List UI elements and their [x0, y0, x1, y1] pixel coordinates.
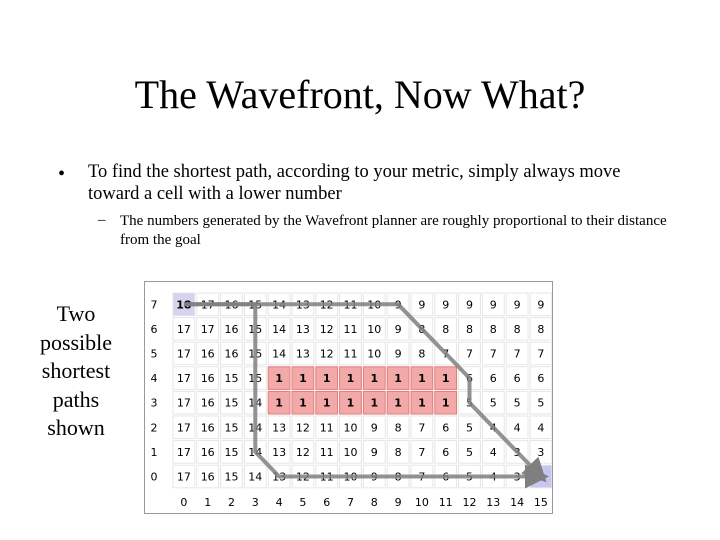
grid-cell-value: 17 — [176, 322, 191, 336]
grid-cell-value: 1 — [346, 372, 355, 386]
grid-cell-value: 5 — [466, 396, 473, 410]
grid-cell-value: 15 — [248, 298, 263, 312]
grid-cell-value: 1 — [275, 396, 283, 410]
grid-cell-value: 3 — [537, 445, 545, 459]
grid-cell-value: 7 — [418, 421, 426, 435]
grid-cell-value: 9 — [537, 298, 545, 312]
grid-cell-value: 5 — [466, 445, 473, 459]
row-label: 3 — [150, 396, 158, 410]
grid-cell-value: 13 — [272, 445, 287, 459]
grid-cell-value: 12 — [319, 347, 334, 361]
grid-cell-value: 17 — [176, 421, 191, 435]
grid-cell-value: 13 — [295, 322, 310, 336]
grid-cell-value: 11 — [319, 421, 334, 435]
grid-cell-value: 5 — [466, 470, 473, 484]
grid-cell-value: 17 — [176, 445, 191, 459]
grid-cell-value: 1 — [370, 396, 379, 410]
grid-cell-value: 3 — [513, 470, 521, 484]
grid-cell-value: 1 — [394, 372, 402, 386]
grid-cell-value: 17 — [200, 298, 215, 312]
grid-cell-value: 4 — [489, 445, 497, 459]
grid-cell-value: 16 — [200, 445, 215, 459]
grid-cell-value: 11 — [343, 298, 358, 312]
wavefront-grid — [144, 281, 553, 514]
grid-cell-value: 6 — [442, 470, 450, 484]
grid-cell-value: 5 — [513, 396, 521, 410]
grid-cell-value: 8 — [513, 322, 521, 336]
grid-cell-value: 10 — [343, 421, 358, 435]
grid-cell-value: 1 — [322, 396, 331, 410]
column-label: 12 — [462, 495, 477, 509]
grid-cell-value: 14 — [272, 322, 287, 336]
grid-cell-value: 1 — [441, 396, 450, 410]
grid-cell-value: 12 — [295, 445, 310, 459]
grid-cell-value: 14 — [248, 396, 263, 410]
bullet-marker: • — [58, 163, 66, 185]
column-label: 1 — [204, 495, 212, 509]
grid-cell-value: 7 — [489, 347, 497, 361]
grid-cell-value: 11 — [343, 322, 358, 336]
grid-cell-value: 15 — [248, 322, 263, 336]
grid-cell-value: 9 — [394, 347, 402, 361]
grid-cell-value: 12 — [295, 421, 310, 435]
grid-cell-value: 15 — [224, 396, 239, 410]
grid-cell-value: 18 — [176, 298, 192, 312]
grid-cell-value: 8 — [394, 445, 402, 459]
column-label: 14 — [510, 495, 525, 509]
grid-cell-value: 15 — [248, 372, 263, 386]
column-label: 15 — [533, 495, 548, 509]
grid-cell-value: 6 — [466, 372, 473, 386]
grid-cell-value: 8 — [442, 322, 450, 336]
column-label: 9 — [394, 495, 402, 509]
grid-cell-value: 15 — [248, 347, 263, 361]
wavefront-grid-svg — [145, 282, 552, 513]
grid-cell-value: 4 — [513, 421, 521, 435]
grid-cell-value: 1 — [418, 372, 426, 386]
column-label: 3 — [251, 495, 259, 509]
grid-cell-value: 12 — [295, 470, 310, 484]
grid-cell-value: 1 — [322, 372, 331, 386]
grid-cell-value: 17 — [176, 470, 191, 484]
grid-cell-value: 5 — [466, 421, 473, 435]
grid-cell-value: 9 — [370, 421, 378, 435]
grid-cell-value: 1 — [370, 372, 379, 386]
grid-cell-value: 7 — [418, 470, 426, 484]
grid-cell-value: 8 — [418, 347, 426, 361]
grid-cell-value: 4 — [489, 421, 497, 435]
grid-cell-value: 16 — [200, 372, 215, 386]
grid-cell-value: 10 — [367, 347, 382, 361]
grid-cell-value: 14 — [272, 298, 287, 312]
grid-cell-value: 7 — [466, 347, 473, 361]
grid-cell-value: 11 — [343, 347, 358, 361]
grid-cell-value: 10 — [367, 322, 382, 336]
grid-cell-value: 4 — [489, 470, 497, 484]
grid-cell-value: 17 — [176, 396, 191, 410]
grid-cell-value: 1 — [418, 396, 426, 410]
grid-cell-value: 8 — [466, 322, 473, 336]
grid-cell-value: 7 — [537, 347, 545, 361]
row-label: 7 — [150, 298, 158, 312]
grid-cell-value: 2 — [537, 470, 545, 484]
grid-cell-value: 1 — [346, 396, 355, 410]
grid-cell-value: 13 — [272, 470, 287, 484]
column-label: 5 — [299, 495, 307, 509]
row-label: 1 — [150, 445, 158, 459]
grid-cell-value: 9 — [489, 298, 497, 312]
grid-cell-value: 7 — [442, 347, 450, 361]
grid-cell-value: 16 — [200, 421, 215, 435]
grid-cell-value: 6 — [442, 421, 450, 435]
grid-cell-value: 12 — [319, 322, 334, 336]
grid-cell-value: 5 — [537, 396, 545, 410]
grid-cell-value: 7 — [418, 445, 426, 459]
column-label: 7 — [347, 495, 354, 509]
grid-cell-value: 17 — [176, 347, 191, 361]
column-label: 8 — [370, 495, 378, 509]
column-label: 10 — [414, 495, 429, 509]
column-label: 0 — [180, 495, 188, 509]
grid-cell-value: 1 — [299, 372, 307, 386]
row-label: 4 — [150, 372, 158, 386]
grid-cell-value: 3 — [513, 445, 521, 459]
grid-cell-value: 15 — [224, 470, 239, 484]
grid-cell-value: 13 — [295, 298, 310, 312]
side-label-line: Two — [56, 301, 96, 326]
column-label: 2 — [228, 495, 235, 509]
grid-cell-value: 8 — [394, 470, 402, 484]
grid-cell-value: 7 — [513, 347, 521, 361]
side-label-line: shortest — [41, 358, 111, 383]
grid-cell-value: 6 — [489, 372, 497, 386]
grid-cell-value: 1 — [299, 396, 307, 410]
grid-cell-value: 16 — [200, 396, 215, 410]
row-label: 0 — [150, 470, 158, 484]
grid-cell-value: 11 — [319, 445, 334, 459]
grid-cell-value: 9 — [370, 470, 378, 484]
grid-cell-value: 17 — [200, 322, 215, 336]
grid-cell-value: 14 — [248, 421, 263, 435]
grid-cell-value: 15 — [224, 372, 239, 386]
grid-cell-value: 9 — [418, 298, 426, 312]
row-label: 6 — [150, 322, 158, 336]
grid-cell-value: 16 — [224, 298, 239, 312]
column-label: 4 — [275, 495, 283, 509]
main-bullet-text: To find the shortest path, according to your metric, simply always move toward a cell with a lower number — [88, 162, 621, 204]
slide-title: The Wavefront, Now What? — [134, 72, 586, 117]
grid-cell-value: 4 — [537, 421, 545, 435]
grid-cell-value: 16 — [200, 470, 215, 484]
side-label-line: possible — [39, 329, 113, 355]
grid-cell-value: 13 — [272, 421, 287, 435]
grid-cell-value: 15 — [224, 421, 239, 435]
grid-cell-value: 5 — [489, 396, 497, 410]
grid-cell-value: 9 — [466, 298, 473, 312]
grid-cell-value: 17 — [176, 372, 191, 386]
grid-cell-value: 9 — [394, 322, 402, 336]
grid-cell-value: 1 — [441, 372, 450, 386]
grid-cell-value: 9 — [370, 445, 378, 459]
column-label: 6 — [323, 495, 331, 509]
grid-cell-value: 16 — [200, 347, 215, 361]
grid-cell-value: 8 — [537, 322, 545, 336]
grid-cell-value: 9 — [394, 298, 402, 312]
grid-cell-value: 10 — [343, 470, 358, 484]
grid-cell-value: 9 — [442, 298, 450, 312]
grid-cell-value: 8 — [418, 322, 426, 336]
grid-cell-value: 6 — [537, 372, 545, 386]
grid-cell-value: 14 — [272, 347, 287, 361]
grid-cell-value: 9 — [513, 298, 521, 312]
column-label: 13 — [486, 495, 501, 509]
grid-cell-value: 16 — [224, 347, 239, 361]
column-label: 11 — [438, 495, 453, 509]
grid-cell-value: 15 — [224, 445, 239, 459]
row-label: 2 — [150, 421, 158, 435]
grid-cell-value: 11 — [319, 470, 334, 484]
side-label-line: shown — [47, 415, 105, 440]
grid-cell-value: 6 — [513, 372, 521, 386]
grid-cell-value: 10 — [343, 445, 358, 459]
grid-cell-value: 1 — [394, 396, 402, 410]
grid-cell-value: 8 — [394, 421, 402, 435]
grid-cell-value: 14 — [248, 470, 263, 484]
grid-cell-value: 12 — [319, 298, 334, 312]
grid-cell-value: 16 — [224, 322, 239, 336]
side-label — [24, 300, 128, 443]
grid-cell-value: 8 — [489, 322, 497, 336]
grid-cell-value: 14 — [248, 445, 263, 459]
row-label: 5 — [150, 347, 158, 361]
sub-bullet-text: The numbers generated by the Wavefront planner are roughly proportional to their distance from the goal — [120, 213, 667, 248]
grid-cell-value: 13 — [295, 347, 310, 361]
grid-cell-value: 10 — [367, 298, 382, 312]
sub-bullet-marker: – — [98, 212, 106, 228]
grid-cell-value: 1 — [275, 372, 283, 386]
grid-cell-value: 6 — [442, 445, 450, 459]
side-label-line: paths — [52, 386, 100, 412]
